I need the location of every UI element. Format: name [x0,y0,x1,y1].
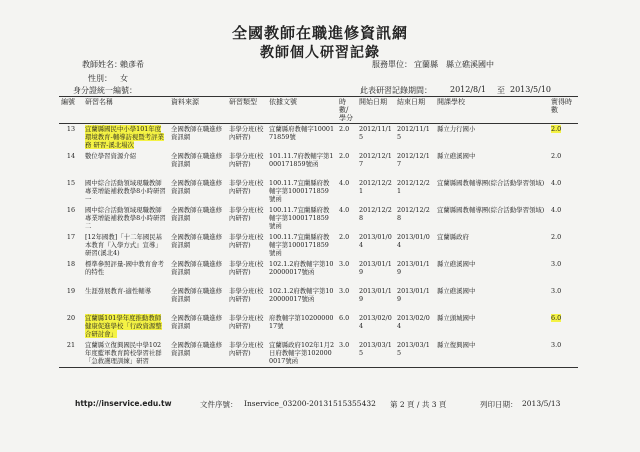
print-date: 2013/5/13 [522,399,561,408]
hours: 2.0 [339,233,350,241]
course-type: 非學分班(校內研習) [229,125,264,141]
course-name: 標準參照評量-國中教育會考的特性 [85,260,164,276]
column-header: 實得時數 [549,97,578,124]
end-date: 2012/12/28 [397,206,430,222]
column-header: 結束日期 [395,97,435,124]
hours: 3.0 [337,340,357,368]
row-number: 17 [66,233,76,241]
highlighted-earned-hours: 6.0 [551,314,562,322]
row-number: 15 [66,179,76,187]
data-source: 全國教師在職進修資訊網 [171,152,223,168]
period-from: 2012/8/1 [450,85,486,94]
host-school: 縣立頭城國中 [437,314,476,322]
data-source: 全國教師在職進修資訊網 [171,233,223,249]
highlighted-course-name: 宜蘭縣101學年度推動教師健康促進學校「行政資源整合研討會」 [85,314,162,338]
gender-value: 女 [120,74,128,83]
course-type: 非學分班(校內研習) [229,179,264,195]
hours: 4.0 [339,179,350,187]
course-name: 宜蘭縣立復興國民中學102年度藍軍教育跨校學習社群「急救護理訓練」研習 [83,340,169,368]
table-row [59,178,578,205]
end-date: 2013/01/04 [397,233,430,249]
doc-number: 102.1.2府教輔字第1020000017號函 [269,287,334,303]
table-row [59,232,578,259]
earned-hours: 2.0 [551,152,562,160]
end-date: 2013/01/19 [397,287,430,303]
host-school: 縣立礁溪國中 [437,287,476,295]
column-header: 資料來源 [169,97,227,124]
host-school: 縣立礁溪國中 [437,152,476,160]
table-row [59,124,578,152]
data-source: 全國教師在職進修資訊網 [169,340,227,368]
earned-hours: 3.0 [549,340,578,368]
row-number: 20 [66,314,76,322]
column-header: 時數/學分 [337,97,357,124]
doc-number: 宜蘭縣政府102年1月2日府教輔字第1020000017號函 [267,340,337,368]
earned-hours: 4.0 [551,179,562,187]
end-date: 2013/02/04 [397,314,430,330]
course-type: 非學分班(校內研習) [229,314,264,330]
unit-value: 宜蘭縣 縣立礁溪國中 [414,60,494,69]
course-type: 非學分班(校內研習) [229,287,264,303]
hours: 2.0 [339,152,350,160]
course-name [83,313,169,340]
hours: 6.0 [339,314,350,322]
table-row [59,259,578,286]
table-row [59,313,578,340]
end-date: 2012/11/15 [397,125,430,141]
name-value: 賴彥希 [120,60,144,69]
row-number: 19 [66,287,76,295]
row-number: 14 [66,152,76,160]
host-school: 縣立力行國小 [437,125,476,133]
data-source: 全國教師在職進修資訊網 [171,314,223,330]
name-label: 教師姓名： [82,60,122,69]
gender-label: 性別： [88,74,112,83]
start-date: 2012/12/17 [359,152,392,168]
period-label: 此表研習記錄期間： [360,86,432,95]
course-name: 數位學習資源介紹 [85,152,137,160]
doc-number: 100.11.7宜蘭縣府教輔字第1000171859號函 [269,233,330,257]
data-source: 全國教師在職進修資訊網 [171,260,223,276]
end-date: 2013/01/19 [397,260,430,276]
end-date: 2012/12/17 [397,152,430,168]
column-header: 研習名稱 [83,97,169,124]
table-row [59,205,578,232]
doc-number: 102.1.2府教輔字第1020000017號函 [269,260,334,276]
row-number: 18 [66,260,76,268]
start-date: 2013/01/19 [359,287,392,303]
start-date: 2013/03/15 [357,340,395,368]
table-header-row [59,97,578,124]
start-date: 2013/02/04 [359,314,392,330]
data-source: 全國教師在職進修資訊網 [171,125,223,141]
column-header: 開課學校 [435,97,549,124]
course-name [83,124,169,152]
table-row [59,286,578,313]
start-date: 2012/12/28 [359,206,392,222]
course-type: 非學分班(校內研習) [229,260,264,276]
data-source: 全國教師在職進修資訊網 [171,287,223,303]
start-date: 2012/11/15 [359,125,392,141]
highlighted-earned-hours: 2.0 [551,125,562,133]
start-date: 2012/12/21 [359,179,392,195]
course-name: 國中綜合活動領域現職教師專業增能補救教學8小時研習一 [85,179,166,203]
course-name: 生涯發展教育-適性輔導 [85,287,152,295]
period-to-label: 至 [497,86,505,95]
column-header: 研習類型 [227,97,267,124]
doc-number: 府教輔字第1020000017號 [269,314,334,330]
doc-number: 100.11.7宜蘭縣府教輔字第1000171859號函 [269,206,330,230]
start-date: 2013/01/04 [359,233,392,249]
host-school: 宜蘭縣國教輔導團(綜合活動學習領域) [437,206,545,214]
host-school: 縣立礁溪國中 [437,260,476,268]
row-number: 13 [66,125,76,133]
row-number: 21 [59,340,83,368]
earned-hours: 3.0 [551,287,562,295]
table-row [59,151,578,178]
hours: 2.0 [339,125,350,133]
column-header: 編號 [59,97,83,124]
course-type: 非學分班(校內研習) [229,206,264,222]
period-to: 2013/5/10 [510,85,552,94]
doc-number: 101.11.7府教輔字第1000171859號函 [269,152,334,168]
earned-hours: 2.0 [551,233,562,241]
course-name: [12年國教]「十二年國民基本教育『入學方式』宣導」研習(溪北4) [85,233,163,257]
site-url: http://inservice.edu.tw [75,399,172,408]
end-date: 2013/03/15 [395,340,435,368]
hours: 3.0 [339,260,350,268]
earned-hours: 4.0 [551,206,562,214]
page-title: 全國教師在職進修資訊網 [231,24,408,42]
doc-serial-label: 文件序號： [200,400,238,409]
data-source: 全國教師在職進修資訊網 [171,206,223,222]
earned-hours [549,313,578,340]
column-header: 開始日期 [357,97,395,124]
highlighted-course-name: 宜蘭縣國民中小學101年度環境教育-輔導訪視暨考評業務 研習-溪北場次 [85,125,164,149]
start-date: 2013/01/19 [359,260,392,276]
id-label: 身分證統一編號： [73,86,137,95]
data-source: 全國教師在職進修資訊網 [171,179,223,195]
earned-hours: 3.0 [551,260,562,268]
doc-serial: Inservice_03200-20131515355432 [244,399,376,408]
training-records-table [59,96,578,368]
course-type: 非學分班(校內研習) [227,340,267,368]
page-subtitle: 教師個人研習記錄 [260,45,380,61]
table-row [59,340,578,368]
course-type: 非學分班(校內研習) [229,152,264,168]
print-date-label: 列印日期： [480,400,518,409]
hours: 3.0 [339,287,350,295]
course-name: 國中綜合活動領域現職教師專業增能補救教學8小時研習二 [85,206,166,230]
course-type: 非學分班(校內研習) [229,233,264,249]
doc-number: 100.11.7宜蘭縣府教輔字第1000171859號函 [269,179,330,203]
earned-hours [549,124,578,152]
row-number: 16 [66,206,76,214]
end-date: 2012/12/21 [397,179,430,195]
host-school: 縣立復興國中 [435,340,549,368]
page-number: 第 2 頁 / 共 3 頁 [390,400,447,409]
column-header: 依據文號 [267,97,337,124]
unit-label: 服務單位： [372,60,412,69]
host-school: 宜蘭縣政府 [437,233,469,241]
doc-number: 宜蘭縣府教輔字1000171859號 [269,125,335,141]
host-school: 宜蘭縣國教輔導團(綜合活動學習領域) [437,179,545,187]
hours: 4.0 [339,206,350,214]
